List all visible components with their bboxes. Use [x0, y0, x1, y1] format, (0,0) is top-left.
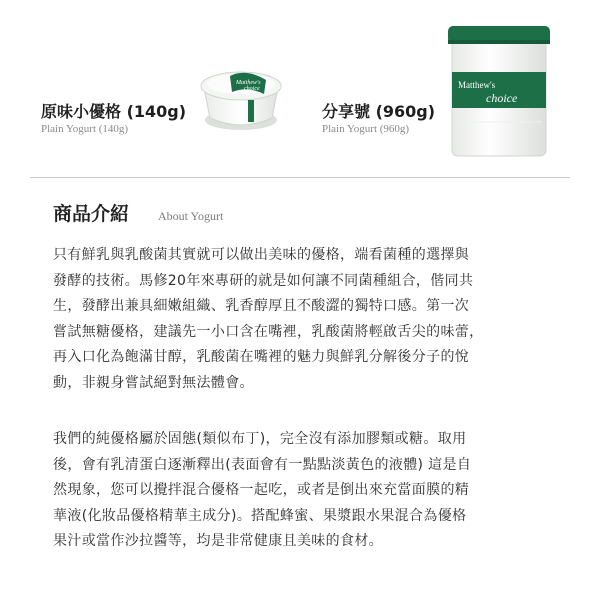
product-subtitle: Plain Yogurt (140g)	[41, 123, 129, 135]
product-name: 原味小優格 (140g)	[41, 102, 187, 121]
section-title: 商品介紹	[53, 203, 130, 225]
small-yogurt-cup-image	[196, 60, 286, 134]
product-name: 分享號 (960g)	[322, 102, 436, 121]
cup-label-text: choice	[244, 86, 260, 92]
cup-label-text: Matthew's	[236, 80, 261, 86]
tub-label-text: Matthew's	[458, 80, 496, 90]
product-subtitle: Plain Yogurt (960g)	[322, 123, 410, 135]
paragraph-line: 華液(化妝品優格精華主成分)。搭配蜂蜜、果漿跟水果混合為優格	[53, 507, 467, 524]
tub-label-text: choice	[486, 91, 518, 105]
intro-paragraph	[53, 243, 558, 397]
paragraph-line: 嘗試無糖優格，建議先一小口含在嘴裡，乳酸菌將輕啟舌尖的味蕾，	[53, 323, 484, 340]
paragraph-line: 發酵的技術。馬修20年來專研的就是如何讓不同菌種組合，偕同共	[53, 272, 474, 289]
paragraph-line: 再入口化為飽滿甘醇，乳酸菌在嘴裡的魅力與鮮乳分解後分子的悅	[53, 349, 470, 366]
paragraph-line: 生，發酵出兼具細嫩組織、乳香醇厚且不酸澀的獨特口感。第一次	[53, 298, 470, 315]
usage-paragraph	[53, 427, 558, 555]
paragraph-line: 後，會有乳清蛋白逐漸釋出(表面會有一點點淡黃色的液體) 這是自	[53, 456, 472, 473]
section-subtitle: About Yogurt	[158, 209, 224, 223]
paragraph-line: 我們的純優格屬於固態(類似布丁)，完全沒有添加膠類或糖。取用	[53, 431, 467, 447]
large-yogurt-tub-image	[446, 22, 552, 158]
paragraph-line: 動，非親身嘗試絕對無法體會。	[53, 374, 254, 391]
paragraph-line: 果汁或當作沙拉醬等，均是非常健康且美味的食材。	[53, 533, 384, 550]
paragraph-line: 然現象，您可以攪拌混合優格一起吃，或者是倒出來充當面膜的精	[53, 482, 470, 499]
section-divider	[30, 177, 570, 178]
paragraph-line: 只有鮮乳與乳酸菌其實就可以做出美味的優格，端看菌種的選擇與	[53, 247, 470, 263]
